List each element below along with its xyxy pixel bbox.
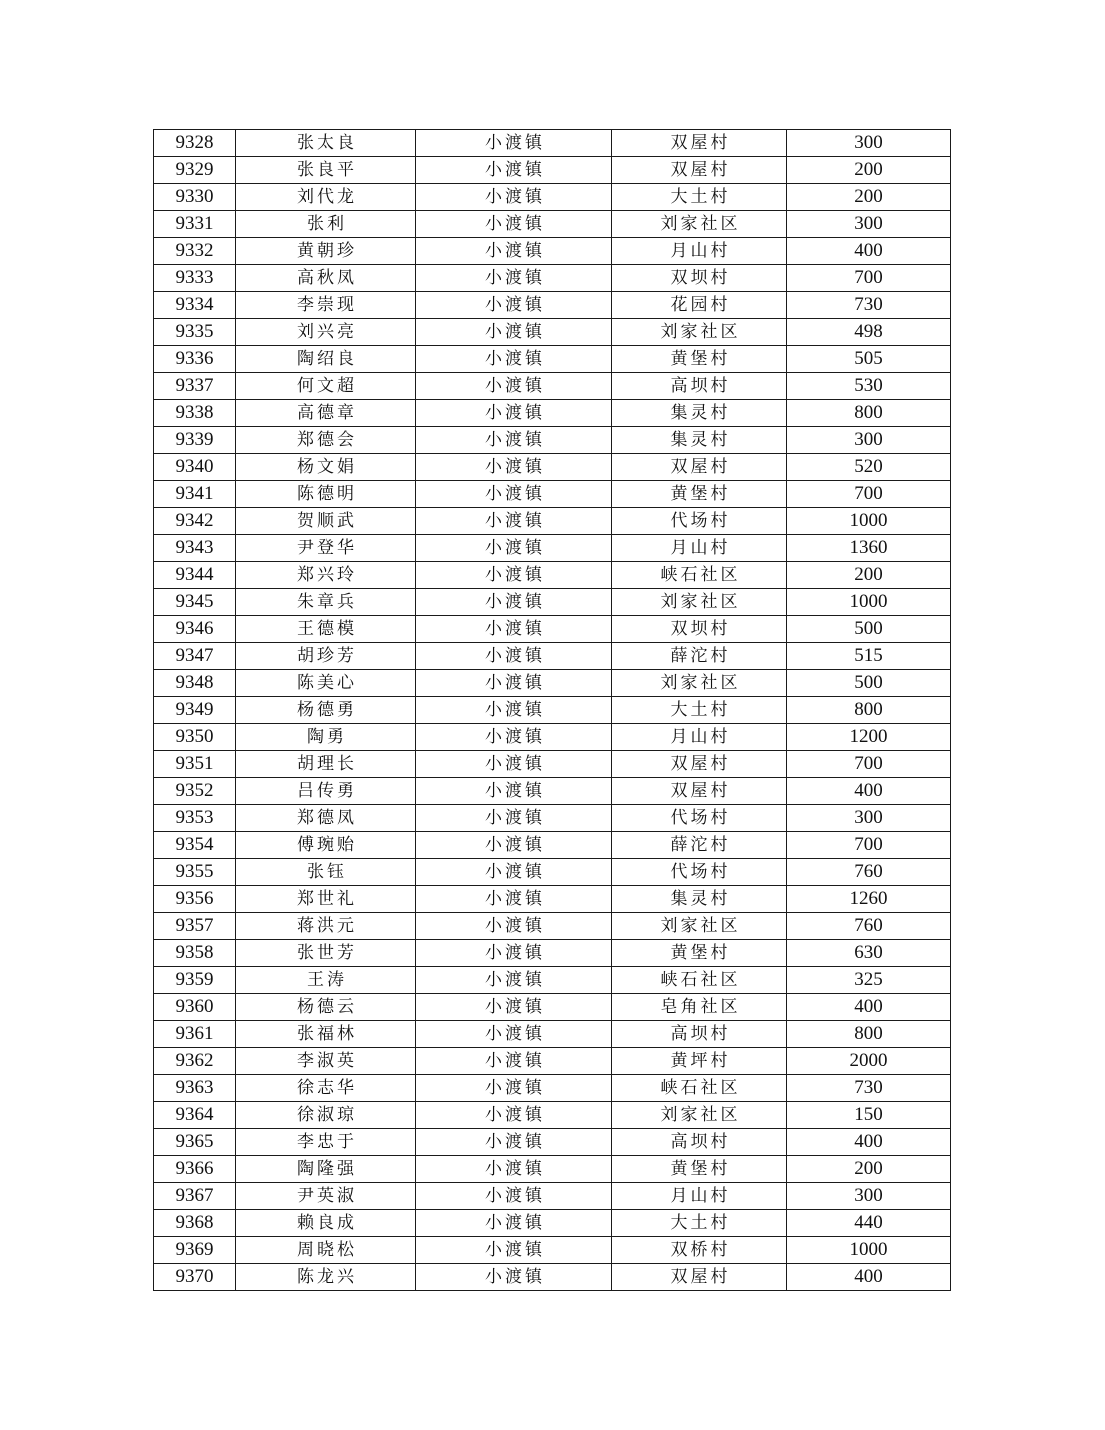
row-number-cell: 9328: [154, 130, 236, 157]
row-number-cell: 9369: [154, 1237, 236, 1264]
row-number-cell: 9365: [154, 1129, 236, 1156]
village-cell: 黄堡村: [612, 346, 787, 373]
town-cell: 小渡镇: [416, 616, 612, 643]
amount-cell: 1000: [787, 589, 951, 616]
name-cell: 张福林: [236, 1021, 416, 1048]
row-number-cell: 9341: [154, 481, 236, 508]
table-row: [154, 454, 951, 481]
town-cell: 小渡镇: [416, 130, 612, 157]
village-cell: 双屋村: [612, 778, 787, 805]
row-number-cell: 9333: [154, 265, 236, 292]
name-cell: 徐淑琼: [236, 1102, 416, 1129]
table-row: [154, 130, 951, 157]
table-row: [154, 778, 951, 805]
village-cell: 月山村: [612, 535, 787, 562]
row-number-cell: 9370: [154, 1264, 236, 1291]
name-cell: 胡珍芳: [236, 643, 416, 670]
name-cell: 李忠于: [236, 1129, 416, 1156]
amount-cell: 300: [787, 1183, 951, 1210]
row-number-cell: 9331: [154, 211, 236, 238]
town-cell: 小渡镇: [416, 265, 612, 292]
name-cell: 陈龙兴: [236, 1264, 416, 1291]
table-row: [154, 670, 951, 697]
table-row: [154, 427, 951, 454]
table-row: [154, 373, 951, 400]
amount-cell: 700: [787, 751, 951, 778]
amount-cell: 440: [787, 1210, 951, 1237]
row-number-cell: 9368: [154, 1210, 236, 1237]
town-cell: 小渡镇: [416, 1075, 612, 1102]
name-cell: 徐志华: [236, 1075, 416, 1102]
table-row: [154, 1048, 951, 1075]
table-row: [154, 724, 951, 751]
amount-cell: 520: [787, 454, 951, 481]
town-cell: 小渡镇: [416, 454, 612, 481]
amount-cell: 200: [787, 562, 951, 589]
row-number-cell: 9335: [154, 319, 236, 346]
row-number-cell: 9355: [154, 859, 236, 886]
row-number-cell: 9337: [154, 373, 236, 400]
amount-cell: 1200: [787, 724, 951, 751]
village-cell: 双坝村: [612, 616, 787, 643]
village-cell: 大土村: [612, 184, 787, 211]
amount-cell: 630: [787, 940, 951, 967]
row-number-cell: 9349: [154, 697, 236, 724]
table-row: [154, 913, 951, 940]
table-row: [154, 157, 951, 184]
name-cell: 刘兴亮: [236, 319, 416, 346]
village-cell: 薛沱村: [612, 643, 787, 670]
table-row: [154, 1183, 951, 1210]
amount-cell: 300: [787, 427, 951, 454]
table-row: [154, 481, 951, 508]
town-cell: 小渡镇: [416, 211, 612, 238]
name-cell: 贺顺武: [236, 508, 416, 535]
town-cell: 小渡镇: [416, 1129, 612, 1156]
table-row: [154, 589, 951, 616]
row-number-cell: 9366: [154, 1156, 236, 1183]
table-row: [154, 1129, 951, 1156]
name-cell: 郑德会: [236, 427, 416, 454]
town-cell: 小渡镇: [416, 157, 612, 184]
row-number-cell: 9362: [154, 1048, 236, 1075]
town-cell: 小渡镇: [416, 400, 612, 427]
name-cell: 蒋洪元: [236, 913, 416, 940]
data-table: [153, 129, 951, 1291]
name-cell: 陶绍良: [236, 346, 416, 373]
village-cell: 峡石社区: [612, 967, 787, 994]
village-cell: 刘家社区: [612, 670, 787, 697]
row-number-cell: 9339: [154, 427, 236, 454]
village-cell: 刘家社区: [612, 913, 787, 940]
town-cell: 小渡镇: [416, 913, 612, 940]
town-cell: 小渡镇: [416, 724, 612, 751]
amount-cell: 300: [787, 130, 951, 157]
village-cell: 集灵村: [612, 427, 787, 454]
table-row: [154, 562, 951, 589]
amount-cell: 505: [787, 346, 951, 373]
name-cell: 杨德云: [236, 994, 416, 1021]
amount-cell: 730: [787, 292, 951, 319]
town-cell: 小渡镇: [416, 589, 612, 616]
village-cell: 黄堡村: [612, 940, 787, 967]
village-cell: 刘家社区: [612, 589, 787, 616]
amount-cell: 2000: [787, 1048, 951, 1075]
amount-cell: 200: [787, 157, 951, 184]
village-cell: 黄坪村: [612, 1048, 787, 1075]
amount-cell: 1000: [787, 1237, 951, 1264]
amount-cell: 730: [787, 1075, 951, 1102]
table-row: [154, 994, 951, 1021]
village-cell: 峡石社区: [612, 562, 787, 589]
village-cell: 集灵村: [612, 400, 787, 427]
amount-cell: 800: [787, 1021, 951, 1048]
town-cell: 小渡镇: [416, 1210, 612, 1237]
town-cell: 小渡镇: [416, 643, 612, 670]
name-cell: 郑世礼: [236, 886, 416, 913]
village-cell: 峡石社区: [612, 1075, 787, 1102]
name-cell: 陶隆强: [236, 1156, 416, 1183]
row-number-cell: 9340: [154, 454, 236, 481]
table-row: [154, 211, 951, 238]
table-row: [154, 940, 951, 967]
amount-cell: 200: [787, 1156, 951, 1183]
name-cell: 周晓松: [236, 1237, 416, 1264]
row-number-cell: 9332: [154, 238, 236, 265]
row-number-cell: 9334: [154, 292, 236, 319]
row-number-cell: 9346: [154, 616, 236, 643]
amount-cell: 760: [787, 913, 951, 940]
row-number-cell: 9348: [154, 670, 236, 697]
name-cell: 刘代龙: [236, 184, 416, 211]
village-cell: 刘家社区: [612, 211, 787, 238]
row-number-cell: 9356: [154, 886, 236, 913]
table-row: [154, 292, 951, 319]
amount-cell: 700: [787, 832, 951, 859]
row-number-cell: 9336: [154, 346, 236, 373]
name-cell: 张良平: [236, 157, 416, 184]
amount-cell: 400: [787, 1264, 951, 1291]
village-cell: 薛沱村: [612, 832, 787, 859]
amount-cell: 800: [787, 697, 951, 724]
row-number-cell: 9350: [154, 724, 236, 751]
name-cell: 朱章兵: [236, 589, 416, 616]
village-cell: 月山村: [612, 724, 787, 751]
row-number-cell: 9329: [154, 157, 236, 184]
table-row: [154, 400, 951, 427]
table-row: [154, 859, 951, 886]
name-cell: 赖良成: [236, 1210, 416, 1237]
name-cell: 张太良: [236, 130, 416, 157]
amount-cell: 325: [787, 967, 951, 994]
amount-cell: 400: [787, 1129, 951, 1156]
table-row: [154, 967, 951, 994]
village-cell: 花园村: [612, 292, 787, 319]
table-row: [154, 832, 951, 859]
village-cell: 黄堡村: [612, 1156, 787, 1183]
village-cell: 月山村: [612, 1183, 787, 1210]
row-number-cell: 9353: [154, 805, 236, 832]
name-cell: 张利: [236, 211, 416, 238]
table-row: [154, 1021, 951, 1048]
table-row: [154, 1237, 951, 1264]
name-cell: 李崇现: [236, 292, 416, 319]
town-cell: 小渡镇: [416, 184, 612, 211]
village-cell: 双屋村: [612, 751, 787, 778]
village-cell: 高坝村: [612, 1021, 787, 1048]
name-cell: 杨文娟: [236, 454, 416, 481]
village-cell: 皂角社区: [612, 994, 787, 1021]
table-row: [154, 238, 951, 265]
town-cell: 小渡镇: [416, 535, 612, 562]
table-row: [154, 535, 951, 562]
town-cell: 小渡镇: [416, 886, 612, 913]
table-row: [154, 886, 951, 913]
table-row: [154, 346, 951, 373]
table-row: [154, 319, 951, 346]
name-cell: 杨德勇: [236, 697, 416, 724]
town-cell: 小渡镇: [416, 562, 612, 589]
village-cell: 双桥村: [612, 1237, 787, 1264]
name-cell: 陶勇: [236, 724, 416, 751]
amount-cell: 498: [787, 319, 951, 346]
table-row: [154, 1210, 951, 1237]
row-number-cell: 9343: [154, 535, 236, 562]
village-cell: 大土村: [612, 1210, 787, 1237]
village-cell: 双屋村: [612, 454, 787, 481]
row-number-cell: 9344: [154, 562, 236, 589]
table-row: [154, 184, 951, 211]
table-row: [154, 643, 951, 670]
row-number-cell: 9347: [154, 643, 236, 670]
name-cell: 黄朝珍: [236, 238, 416, 265]
name-cell: 郑兴玲: [236, 562, 416, 589]
name-cell: 傅琬贻: [236, 832, 416, 859]
name-cell: 王德模: [236, 616, 416, 643]
town-cell: 小渡镇: [416, 670, 612, 697]
name-cell: 尹英淑: [236, 1183, 416, 1210]
row-number-cell: 9361: [154, 1021, 236, 1048]
name-cell: 李淑英: [236, 1048, 416, 1075]
table-row: [154, 751, 951, 778]
amount-cell: 400: [787, 778, 951, 805]
amount-cell: 300: [787, 211, 951, 238]
amount-cell: 515: [787, 643, 951, 670]
name-cell: 陈美心: [236, 670, 416, 697]
amount-cell: 400: [787, 238, 951, 265]
name-cell: 陈德明: [236, 481, 416, 508]
town-cell: 小渡镇: [416, 832, 612, 859]
amount-cell: 1260: [787, 886, 951, 913]
amount-cell: 200: [787, 184, 951, 211]
town-cell: 小渡镇: [416, 427, 612, 454]
town-cell: 小渡镇: [416, 940, 612, 967]
town-cell: 小渡镇: [416, 1156, 612, 1183]
village-cell: 刘家社区: [612, 319, 787, 346]
name-cell: 张钰: [236, 859, 416, 886]
name-cell: 高秋凤: [236, 265, 416, 292]
village-cell: 代场村: [612, 805, 787, 832]
table-row: [154, 697, 951, 724]
town-cell: 小渡镇: [416, 1264, 612, 1291]
row-number-cell: 9358: [154, 940, 236, 967]
town-cell: 小渡镇: [416, 778, 612, 805]
village-cell: 大土村: [612, 697, 787, 724]
name-cell: 吕传勇: [236, 778, 416, 805]
name-cell: 尹登华: [236, 535, 416, 562]
town-cell: 小渡镇: [416, 1183, 612, 1210]
table-row: [154, 805, 951, 832]
town-cell: 小渡镇: [416, 346, 612, 373]
village-cell: 双坝村: [612, 265, 787, 292]
village-cell: 双屋村: [612, 1264, 787, 1291]
town-cell: 小渡镇: [416, 1021, 612, 1048]
village-cell: 高坝村: [612, 1129, 787, 1156]
row-number-cell: 9354: [154, 832, 236, 859]
name-cell: 王涛: [236, 967, 416, 994]
table-row: [154, 265, 951, 292]
row-number-cell: 9359: [154, 967, 236, 994]
amount-cell: 760: [787, 859, 951, 886]
town-cell: 小渡镇: [416, 292, 612, 319]
town-cell: 小渡镇: [416, 508, 612, 535]
name-cell: 郑德凤: [236, 805, 416, 832]
amount-cell: 150: [787, 1102, 951, 1129]
town-cell: 小渡镇: [416, 1237, 612, 1264]
village-cell: 集灵村: [612, 886, 787, 913]
town-cell: 小渡镇: [416, 1102, 612, 1129]
table-row: [154, 508, 951, 535]
name-cell: 张世芳: [236, 940, 416, 967]
amount-cell: 530: [787, 373, 951, 400]
row-number-cell: 9364: [154, 1102, 236, 1129]
amount-cell: 500: [787, 670, 951, 697]
amount-cell: 1000: [787, 508, 951, 535]
village-cell: 双屋村: [612, 157, 787, 184]
village-cell: 月山村: [612, 238, 787, 265]
amount-cell: 800: [787, 400, 951, 427]
name-cell: 胡理长: [236, 751, 416, 778]
row-number-cell: 9338: [154, 400, 236, 427]
town-cell: 小渡镇: [416, 751, 612, 778]
row-number-cell: 9357: [154, 913, 236, 940]
table-row: [154, 1102, 951, 1129]
amount-cell: 500: [787, 616, 951, 643]
village-cell: 代场村: [612, 508, 787, 535]
amount-cell: 400: [787, 994, 951, 1021]
town-cell: 小渡镇: [416, 373, 612, 400]
row-number-cell: 9351: [154, 751, 236, 778]
town-cell: 小渡镇: [416, 697, 612, 724]
town-cell: 小渡镇: [416, 319, 612, 346]
row-number-cell: 9367: [154, 1183, 236, 1210]
village-cell: 刘家社区: [612, 1102, 787, 1129]
table-row: [154, 616, 951, 643]
name-cell: 高德章: [236, 400, 416, 427]
row-number-cell: 9360: [154, 994, 236, 1021]
table-row: [154, 1075, 951, 1102]
town-cell: 小渡镇: [416, 238, 612, 265]
table-body: [154, 130, 951, 1291]
town-cell: 小渡镇: [416, 805, 612, 832]
table-row: [154, 1156, 951, 1183]
amount-cell: 300: [787, 805, 951, 832]
village-cell: 黄堡村: [612, 481, 787, 508]
amount-cell: 700: [787, 265, 951, 292]
town-cell: 小渡镇: [416, 967, 612, 994]
row-number-cell: 9330: [154, 184, 236, 211]
town-cell: 小渡镇: [416, 859, 612, 886]
amount-cell: 1360: [787, 535, 951, 562]
village-cell: 高坝村: [612, 373, 787, 400]
town-cell: 小渡镇: [416, 994, 612, 1021]
table-row: [154, 1264, 951, 1291]
amount-cell: 700: [787, 481, 951, 508]
row-number-cell: 9352: [154, 778, 236, 805]
village-cell: 双屋村: [612, 130, 787, 157]
village-cell: 代场村: [612, 859, 787, 886]
row-number-cell: 9363: [154, 1075, 236, 1102]
row-number-cell: 9345: [154, 589, 236, 616]
town-cell: 小渡镇: [416, 1048, 612, 1075]
name-cell: 何文超: [236, 373, 416, 400]
town-cell: 小渡镇: [416, 481, 612, 508]
row-number-cell: 9342: [154, 508, 236, 535]
